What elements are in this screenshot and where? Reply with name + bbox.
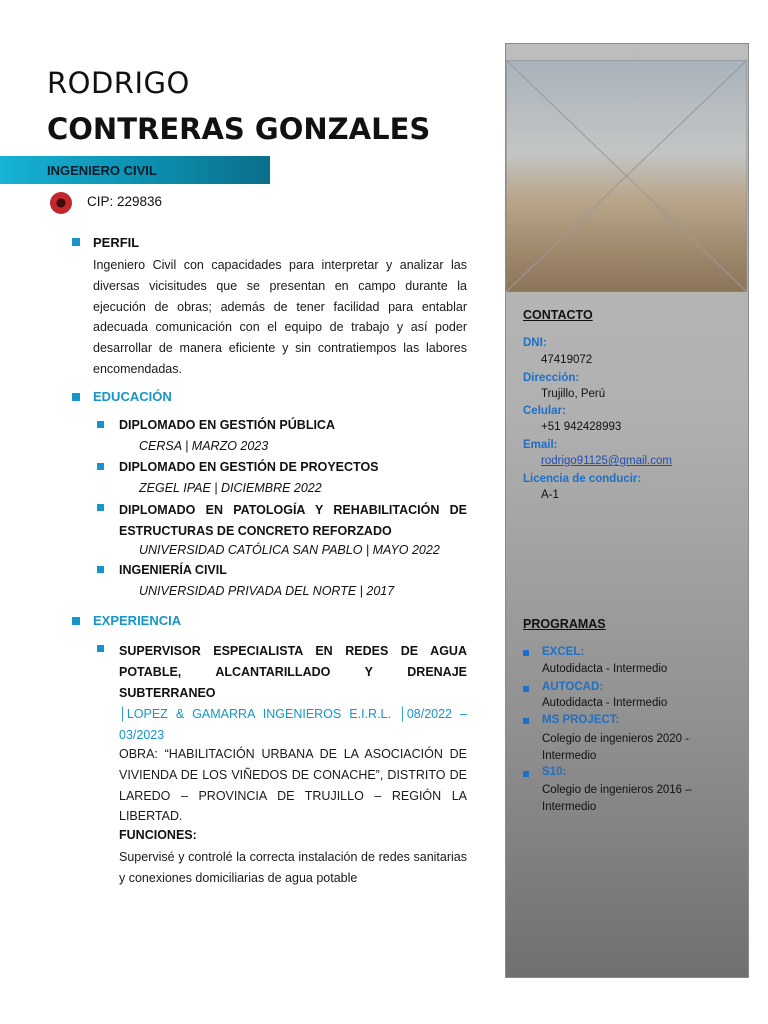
role-title: INGENIERO CIVIL <box>47 163 157 178</box>
experience-company-1: │LOPEZ & GAMARRA INGENIEROS E.I.R.L. │08/2022 – 03/2023 <box>119 707 467 742</box>
education-detail-4: UNIVERSIDAD PRIVADA DEL NORTE | 2017 <box>139 584 395 598</box>
square-bullet-icon <box>72 617 80 625</box>
square-bullet-icon <box>97 645 104 652</box>
education-title-1: DIPLOMADO EN GESTIÓN PÚBLICA <box>119 418 335 432</box>
education-detail-2: ZEGEL IPAE | DICIEMBRE 2022 <box>139 481 322 495</box>
education-title-4: INGENIERÍA CIVIL <box>119 563 227 577</box>
profile-photo-placeholder <box>506 60 747 292</box>
contact-label-licencia: Licencia de conducir: <box>523 473 642 485</box>
education-title-2: DIPLOMADO EN GESTIÓN DE PROYECTOS <box>119 460 379 474</box>
program-level-excel: Autodidacta - Intermedio <box>542 663 668 675</box>
contact-value-celular: +51 942428993 <box>541 421 622 433</box>
square-bullet-icon <box>72 238 80 246</box>
contact-value-dni: 47419072 <box>541 354 593 366</box>
program-name-msproject: MS PROJECT: <box>542 714 620 726</box>
square-bullet-icon <box>523 771 529 777</box>
cip-number: CIP: 229836 <box>87 194 163 209</box>
perfil-text: Ingeniero Civil con capacidades para interpretar y analizar las diversas vicisitudes que se presentan en campo durante la ejecución de obras; además de tener facilidad para entablar adecuada comunicación con el equipo de trabajo y así poder desarrollar de manera eficiente y sin contratiempos las labores encomendadas. <box>93 258 467 376</box>
contacto-heading: CONTACTO <box>523 308 593 322</box>
experience-funciones-label-1: FUNCIONES: <box>119 828 197 842</box>
experience-title-1: SUPERVISOR ESPECIALISTA EN REDES DE AGUA POTABLE, ALCANTARILLADO Y DRENAJE SUBTERRANEO <box>119 644 467 700</box>
contact-label-celular: Celular: <box>523 405 566 417</box>
contact-label-direccion: Dirección: <box>523 372 580 384</box>
educacion-heading: EDUCACIÓN <box>93 389 172 404</box>
cip-logo-icon <box>50 192 72 214</box>
contact-value-direccion: Trujillo, Perú <box>541 388 606 400</box>
education-detail-3: UNIVERSIDAD CATÓLICA SAN PABLO | MAYO 2022 <box>139 543 440 557</box>
programas-heading: PROGRAMAS <box>523 617 606 631</box>
experiencia-heading: EXPERIENCIA <box>93 613 182 628</box>
square-bullet-icon <box>97 566 104 573</box>
square-bullet-icon <box>97 504 104 511</box>
program-level-msproject: Colegio de ingenieros 2020 - Intermedio <box>542 733 690 762</box>
first-name: RODRIGO <box>47 66 190 100</box>
last-name: CONTRERAS GONZALES <box>47 112 431 146</box>
profile-photo <box>506 60 747 292</box>
contact-value-licencia: A-1 <box>541 489 559 501</box>
square-bullet-icon <box>97 421 104 428</box>
square-bullet-icon <box>523 650 529 656</box>
education-detail-1: CERSA | MARZO 2023 <box>139 439 269 453</box>
perfil-heading: PERFIL <box>93 235 140 250</box>
education-title-3: DIPLOMADO EN PATOLOGÍA Y REHABILITACIÓN DE ESTRUCTURAS DE CONCRETO REFORZADO <box>119 503 467 538</box>
square-bullet-icon <box>97 463 104 470</box>
experience-funciones-1: Supervisé y controlé la correcta instalación de redes sanitarias y conexiones domiciliarias de agua potable <box>119 850 467 885</box>
program-name-autocad: AUTOCAD: <box>542 681 604 693</box>
square-bullet-icon <box>72 393 80 401</box>
contact-label-email: Email: <box>523 439 558 451</box>
program-name-excel: EXCEL: <box>542 646 585 658</box>
program-level-s10: Colegio de ingenieros 2016 – Intermedio <box>542 784 692 813</box>
program-name-s10: S10: <box>542 766 567 778</box>
contact-label-dni: DNI: <box>523 337 547 349</box>
email-link[interactable]: rodrigo91125@gmail.com <box>541 455 672 467</box>
program-level-autocad: Autodidacta - Intermedio <box>542 697 668 709</box>
square-bullet-icon <box>523 718 529 724</box>
square-bullet-icon <box>523 686 529 692</box>
experience-obra-1: OBRA: “HABILITACIÓN URBANA DE LA ASOCIACIÓN DE VIVIENDA DE LOS VIÑEDOS DE CONACHE”, DISTRITO DE LAREDO – PROVINCIA DE TRUJILLO – REGIÓN LA LIBERTAD. <box>119 747 467 824</box>
